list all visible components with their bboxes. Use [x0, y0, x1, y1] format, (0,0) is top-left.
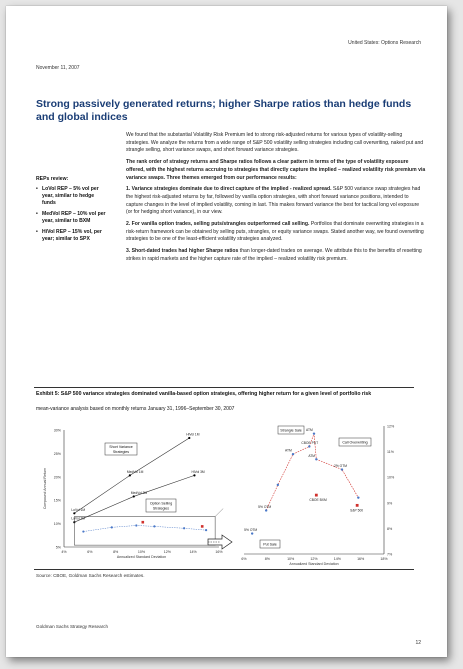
x-tick-label: 12% [310, 557, 318, 561]
sidebar-list [36, 186, 108, 243]
footer-organization: Goldman Sachs Strategy Research [36, 624, 109, 629]
point-label: CBOE PUT [301, 440, 319, 445]
benchmark-point [315, 494, 318, 497]
paragraph: The rank order of strategy returns and Sharpe ratios follows a clear pattern in terms of the type of volatility exposure offered, with the highest returns accruing to strategies that directly capture the implied – realized volatility risk premium via variance swaps. Three themes emerged from our performance results: [126, 159, 426, 181]
point-label: ATM [306, 428, 313, 433]
exhibit-bottom-rule [34, 569, 414, 570]
x-axis-label: Annualized Standard Deviation [116, 555, 167, 559]
strategy-point [251, 532, 253, 534]
paragraph: We found that the substantial Volatility Risk Premium led to strong risk-adjusted returns for various types of volatility-selling strategies. We analyze the returns from a wide range of S&P 500 volatility selling strategies including call overwriting, naked put and strangle selling, short variance swaps, and short forward variance strategies. [126, 132, 424, 154]
y-tick-label: 10% [387, 475, 395, 480]
exhibit-source: Source: CBOE, Goldman Sachs Research estimates. [36, 573, 145, 578]
variance-point [188, 437, 190, 439]
y-tick-label: 15% [53, 498, 61, 503]
y-axis-label: Compound Annual Return [43, 467, 47, 510]
strategy-point [313, 432, 315, 434]
point-label: S&P 500 [350, 508, 364, 513]
benchmark-point [141, 521, 144, 524]
y-tick-label: 10% [53, 522, 61, 527]
right-scatter-chart [241, 425, 395, 567]
option-point [183, 527, 185, 529]
y-tick-label: 25% [53, 451, 61, 456]
variance-point [193, 474, 195, 476]
point-label: HiVol 1M [186, 432, 200, 437]
section-title: Strong passively generated returns; higher Sharpe ratios than hedge funds and global indices [36, 98, 412, 123]
paragraph [126, 248, 426, 263]
y-tick-label: 5% [55, 545, 61, 550]
paragraph [126, 221, 426, 244]
variance-point [73, 512, 75, 514]
sidebar-callout [36, 176, 108, 247]
paragraph-lead: 3. Short-dated trades had higher Sharpe ratios [126, 248, 239, 255]
y-tick-label: 12% [387, 424, 395, 429]
y-tick-label: 8% [387, 526, 393, 531]
strategy-point [265, 509, 267, 511]
strategy-point [308, 445, 310, 447]
x-tick-label: 16% [357, 557, 365, 561]
point-label: MedVol 3M [130, 490, 148, 495]
sidebar-heading: REPs review: [36, 176, 69, 182]
annotation-label: Strategies [152, 506, 170, 511]
strategy-point [315, 458, 317, 460]
option-point [135, 524, 137, 526]
x-tick-label: 10% [287, 557, 295, 561]
annotation-label: Strategies [112, 450, 130, 454]
y-tick-label: 20% [53, 475, 61, 480]
x-tick-label: 18% [380, 557, 388, 561]
department-header: United States: Options Research [348, 40, 421, 46]
point-label: HiVol 3M [191, 469, 205, 474]
x-tick-label: 8% [113, 550, 119, 554]
exhibit-top-rule [34, 387, 414, 388]
exhibit-subtitle: mean-variance analysis based on monthly returns January 31, 1996–September 30, 2007 [36, 406, 235, 412]
y-tick-label: 7% [387, 552, 393, 557]
x-tick-label: 14% [189, 550, 197, 554]
sidebar-item: • LoVol REP – 5% vol per year, similar to hedge funds [36, 186, 108, 207]
page-number: 12 [415, 640, 421, 646]
point-label: LoVol 3M [71, 516, 86, 521]
x-tick-label: 10% [137, 550, 146, 554]
x-tick-label: 14% [333, 557, 341, 561]
paragraph [126, 186, 426, 217]
strategy-point [277, 484, 279, 486]
x-tick-label: 16% [215, 550, 223, 554]
exhibit-title: Exhibit 5: S&P 500 variance strategies dominated vanilla-based option strategies, offering higher return for a given level of portfolio risk [36, 391, 372, 397]
option-point [82, 530, 84, 532]
annotation-label: Call Overwriting [342, 440, 368, 445]
x-tick-label: 12% [163, 550, 171, 554]
point-label: 2% OTM [334, 464, 348, 469]
paragraph-text: S&P 500 variance swap strategies had the highest risk-adjusted returns by far, followed by vanilla option strategies, with short forward variance positions, intended to capture changes in the level of implied volatility, coming in last. This makes forward variance the best for tactical long vol exposure (or for hedging short variance), in our view. [126, 186, 421, 216]
option-selling-inset-box [74, 517, 215, 546]
left-scatter-chart [43, 429, 223, 560]
sidebar-item: • HiVol REP – 15% vol, per year; similar to SPX [36, 229, 108, 243]
benchmark-point [201, 525, 204, 528]
report-page [6, 6, 447, 657]
point-label: 5% OTM [258, 504, 272, 509]
option-point [205, 529, 207, 531]
y-tick-label: 11% [387, 450, 394, 455]
option-frontier-line [83, 525, 206, 531]
option-point [111, 526, 113, 528]
paragraph-text: than longer-dated trades on average. We attribute this to the benefits of resetting strikes in rapid markets and the higher capture rate of the implied – realized volatility risk premium. [126, 248, 422, 262]
annotation-label: Strangle Sale [280, 428, 302, 433]
paragraph-lead: 1. Variance strategies dominate due to direct capture of the implied - realized spread. [126, 186, 332, 193]
paragraph-text: Portfolios that dominate overwriting strategies in a risk-return framework can be obtained by selling puts, strangles, or equity variance swaps. Stated another way, we found overwriting strategies to be one of the least-efficient volatility strategies analyzed. [126, 221, 424, 243]
y-tick-label: 30% [53, 428, 61, 433]
paragraph-lead: 2. For vanilla option trades, selling puts/strangles outperformed call selling. [126, 221, 310, 228]
report-date: November 11, 2007 [36, 65, 80, 71]
annotation-label: Short Variance [109, 445, 133, 449]
strategy-point [341, 468, 343, 470]
variance-point [129, 474, 131, 476]
x-tick-label: 8% [264, 557, 270, 561]
strategy-point [357, 496, 359, 498]
point-label: 5% OTM [244, 528, 258, 533]
annotation-label: Option Selling [149, 501, 173, 506]
strategy-point [292, 453, 294, 455]
option-point [153, 525, 155, 527]
body-text [126, 132, 426, 268]
point-label: ATM [308, 453, 316, 458]
benchmark-point [356, 504, 359, 507]
variance-trend-line [74, 475, 194, 522]
sidebar-item: • MedVol REP – 10% vol per year, similar to BXM [36, 211, 108, 225]
annotation-label: Put Sale [263, 542, 277, 547]
variance-point [133, 495, 135, 497]
x-tick-label: 6% [241, 557, 247, 561]
y-tick-label: 9% [387, 501, 393, 506]
point-label: MedVol 1M [126, 469, 144, 474]
x-tick-label: 4% [61, 550, 67, 554]
x-axis-label: Annualized Standard Deviation [289, 562, 339, 566]
point-label: ATM [285, 448, 292, 453]
x-tick-label: 6% [87, 550, 93, 554]
point-label: CBOE BXM [309, 498, 327, 503]
exhibit-chart [34, 416, 424, 566]
point-label: LoVol 1M [71, 507, 86, 512]
inset-connector [215, 509, 223, 517]
